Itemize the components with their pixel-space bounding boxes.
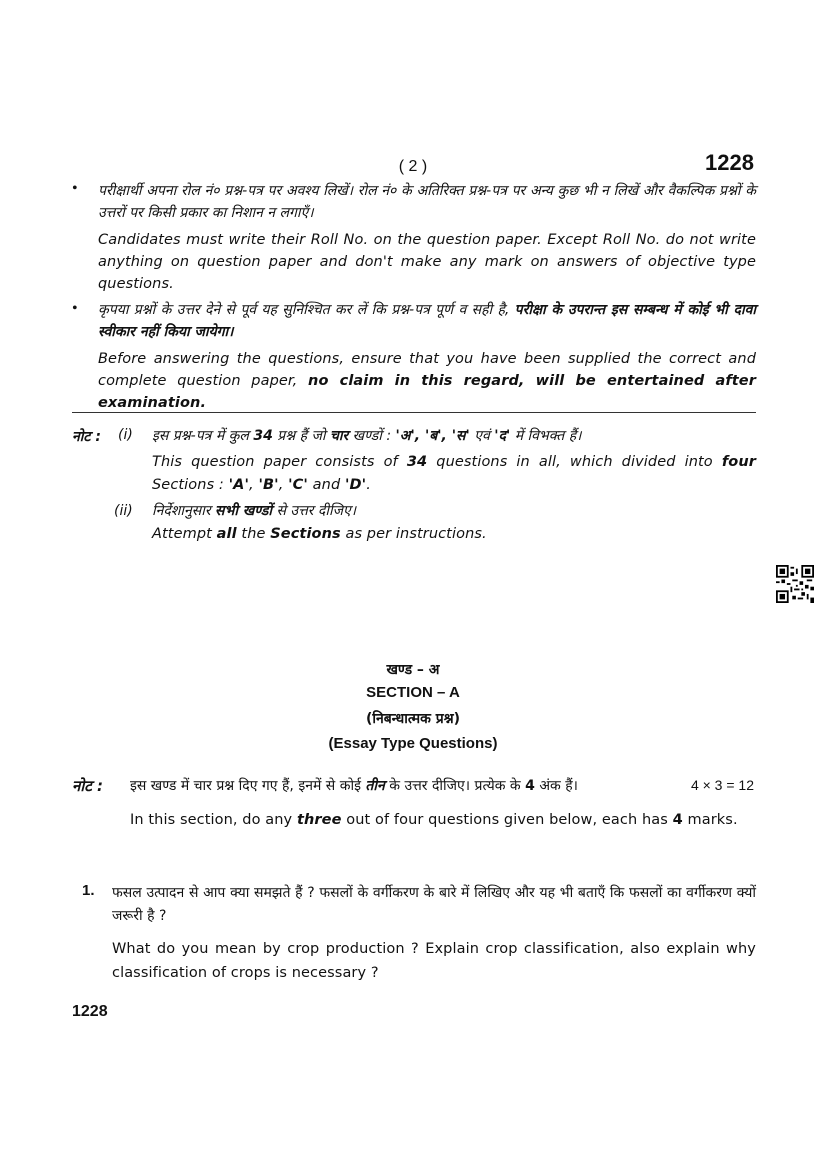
note-item-ii-number: (ii) [114,503,133,519]
instruction-2-english [98,348,756,414]
section-note-hi-text: इस खण्ड में चार प्रश्न दिए गए हैं, इनमें से कोई [130,778,361,794]
instruction-1-english: Candidates must write their Roll No. on the question paper. Except Roll No. do not write anything on question paper and don't make any mark on answers of objective type questions. [98,232,756,292]
question-1-english: What do you mean by crop production ? Explain crop classification, also explain why classification of crops is necessary ? [112,941,756,981]
note-i-hi-text: एवं [474,428,490,444]
note-label: नोट : [72,429,101,445]
note-i-en-text: Sections : [152,477,224,493]
instruction-2-english-text: Before answering the questions, ensure that you have been supplied the correct and complete question paper, [98,351,756,389]
note-item-ii-english [152,526,487,542]
section-note-hindi [130,776,578,795]
note-i-en-section: 'B' [258,477,279,493]
note-i-hi-text: प्रश्न हैं जो [277,428,326,444]
instruction-2-english-bold: no claim in this regard, will be entertained after examination. [98,373,756,411]
note-i-hi-sections: 'अ', 'ब', 'स' [395,428,470,444]
section-note-en-num: 4 [672,812,683,828]
note-ii-en-bold: Sections [270,526,341,542]
section-note-en-text: In this section, do any [130,812,293,828]
note-i-hi-bold: चार [329,428,349,444]
qr-code-icon [776,565,814,603]
note-item-i-english: This question paper consists of 34 questions in all, which divided into four Sections : 'A', 'B', 'C' and 'D'. [152,454,756,493]
note-ii-en-text: the [241,526,266,542]
section-note-hi-num: 4 [525,778,535,794]
section-note-hi-text: के उत्तर दीजिए। प्रत्येक के [389,778,521,794]
section-title-hindi: खण्ड – अ [386,662,440,678]
section-note-en-bold: three [296,812,342,828]
section-type-english: (Essay Type Questions) [328,735,498,752]
note-i-en-section: 'A' [228,477,250,493]
note-ii-en-text: as per instructions. [345,526,487,542]
section-title-english: SECTION – A [366,684,460,701]
section-note-hi-text: अंक हैं। [539,778,578,794]
note-i-hi-text: में विभक्त हैं। [514,428,582,444]
note-i-en-text: questions in all, which divided into [436,454,713,470]
instruction-1-hindi: परीक्षार्थी अपना रोल नं० प्रश्न-पत्र पर अवश्य लिखें। रोल नं० के अतिरिक्त प्रश्न-पत्र पर अन्य कुछ भी न लिखें और वैकल्पिक प्रश्नों के उत्तरों पर किसी प्रकार का निशान न लगाएँ। [98,183,756,221]
section-note-en-text: marks. [687,812,738,828]
note-item-i-number: (i) [118,427,133,443]
bullet-icon: • [72,300,78,317]
section-note-hi-bold: तीन [365,778,385,794]
note-ii-hi-bold: सभी खण्डों [215,503,273,519]
section-marks: 4 × 3 = 12 [690,777,754,793]
note-i-hi-text: खण्डों : [352,428,392,444]
note-ii-en-bold: all [216,526,237,542]
instruction-2-hindi-text: कृपया प्रश्नों के उत्तर देने से पूर्व यह सुनिश्चित कर लें कि प्रश्न-पत्र पूर्ण व सही है, [98,302,510,318]
section-note-label: नोट : [72,777,103,795]
paper-code-bottom: 1228 [72,1003,108,1020]
note-i-en-section: 'C' [288,477,308,493]
question-1-number: 1. [82,882,95,899]
instruction-2-hindi-bold: परीक्षा के उपरान्त इस सम्बन्ध में कोई भी दावा स्वीकार नहीं किया जायेगा। [98,302,756,340]
note-ii-hi-text: से उत्तर दीजिए। [276,503,357,519]
section-type-hindi: (निबन्धात्मक प्रश्न) [365,711,461,727]
page-number: ( 2 ) [398,158,428,175]
instruction-2-hindi [98,299,756,343]
note-i-en-num: 34 [406,454,428,470]
note-item-i-hindi [152,426,756,445]
note-i-en-text: and [312,477,341,493]
note-ii-hi-text: निर्देशानुसार [152,503,211,519]
note-i-en-section: 'D' [344,477,367,493]
section-note-english [130,808,756,832]
question-1-hindi: फसल उत्पादन से आप क्या समझते हैं ? फसलों के वर्गीकरण के बारे में लिखिए और यह भी बताएँ कि फसलों का वर्गीकरण क्यों जरूरी है ? [112,885,756,924]
note-i-hi-section-d: 'द' [494,428,511,444]
note-i-hi-num: 34 [253,428,273,444]
paper-code-top: 1228 [705,150,754,175]
note-ii-en-text: Attempt [152,526,212,542]
note-i-en-bold: four [721,454,756,470]
divider-line [72,412,756,413]
bullet-icon: • [72,180,78,197]
section-note-en-text: out of four questions given below, each has [346,812,668,828]
note-i-hi-text: इस प्रश्न-पत्र में कुल [152,428,249,444]
note-i-en-text: This question paper consists of [152,454,398,470]
note-item-ii-hindi [152,501,356,520]
